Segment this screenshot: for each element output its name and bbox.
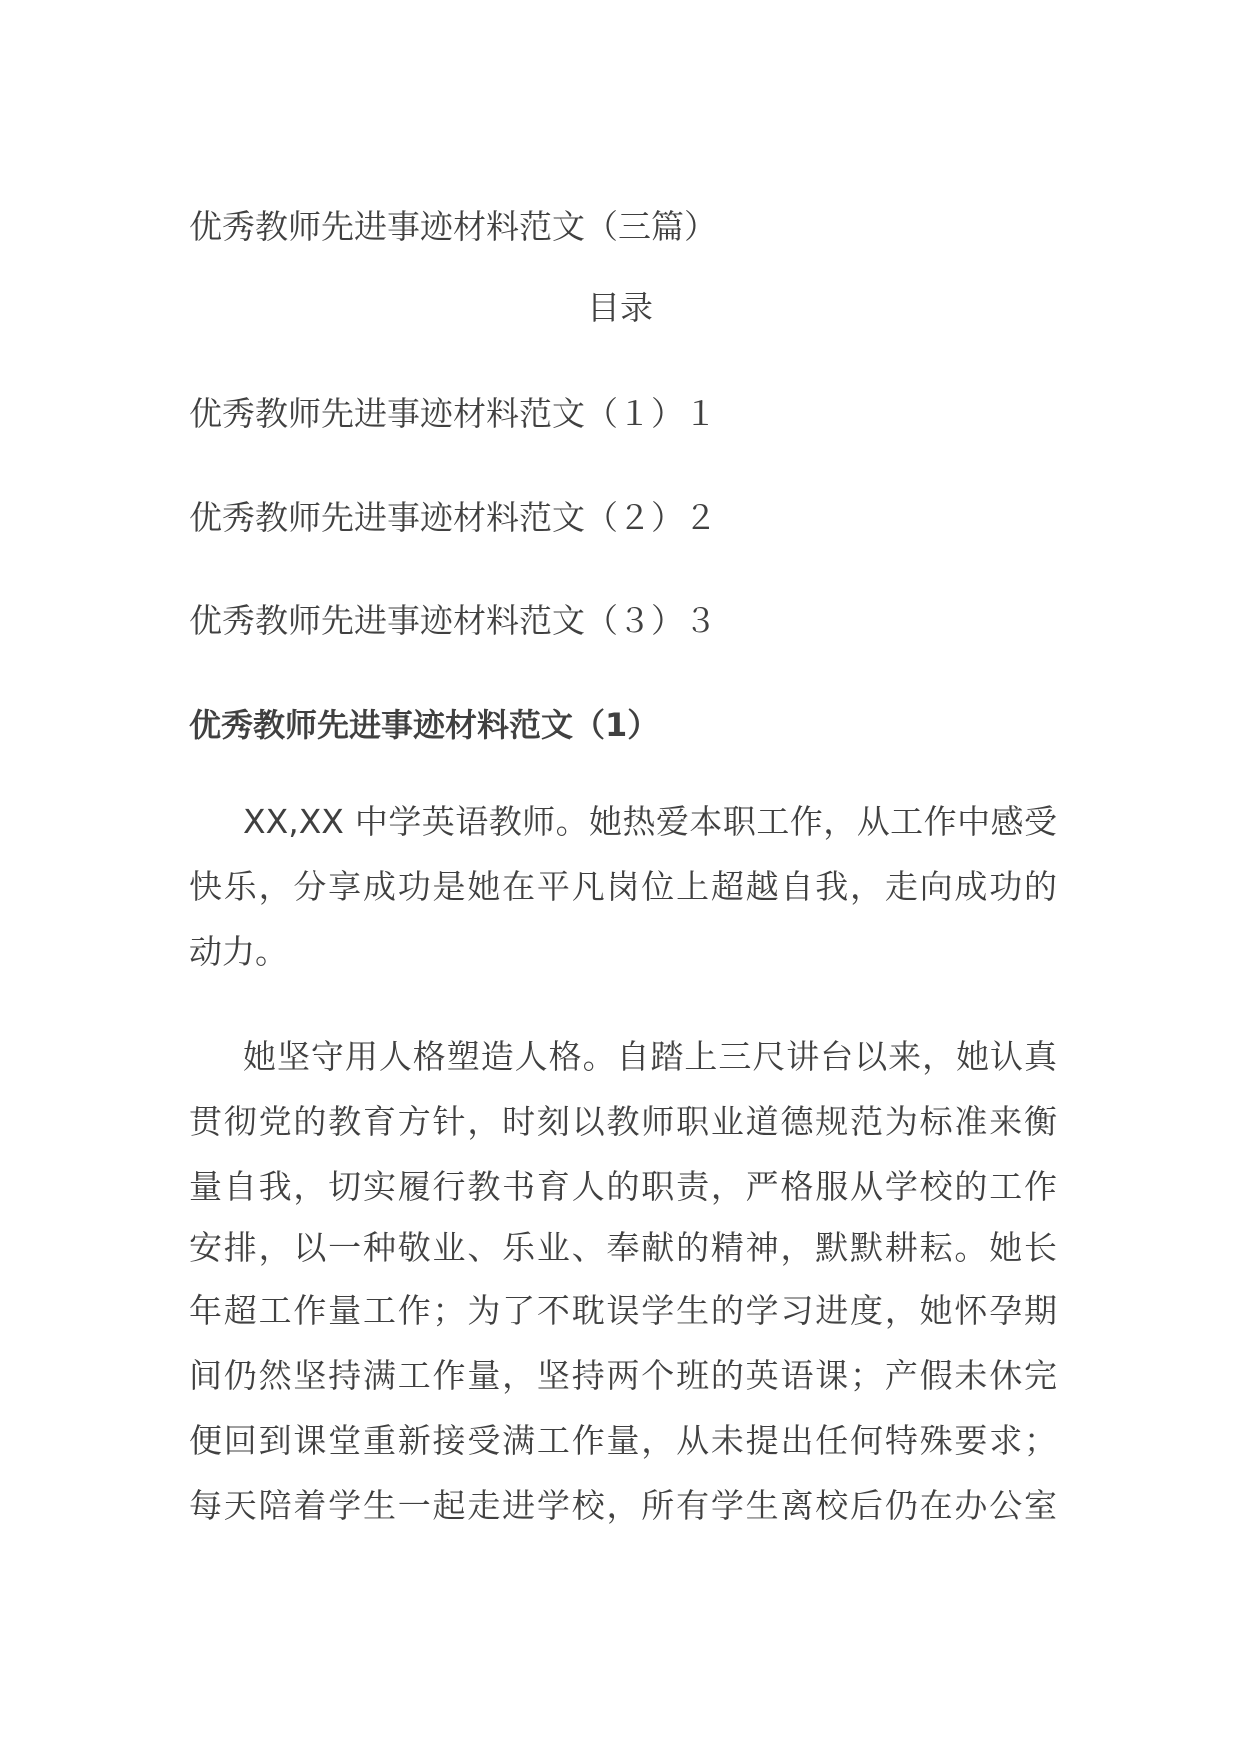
- paragraph-line: 每天陪着学生一起走进学校，所有学生离校后仍在办公室: [189, 1486, 1057, 1525]
- paragraph-line: 快乐，分享成功是她在平凡岗位上超越自我，走向成功的: [189, 867, 1057, 906]
- paragraph-line: 安排，以一种敬业、乐业、奉献的精神，默默耕耘。她长: [189, 1228, 1057, 1267]
- paragraph-line: 间仍然坚持满工作量，坚持两个班的英语课；产假未休完: [189, 1356, 1057, 1395]
- paragraph-line: 便回到课堂重新接受满工作量，从未提出任何特殊要求；: [189, 1421, 1057, 1460]
- paragraph-line: 贯彻党的教育方针，时刻以教师职业道德规范为标准来衡: [189, 1102, 1057, 1141]
- paragraph-line: 她坚守用人格塑造人格。自踏上三尺讲台以来，她认真: [243, 1037, 1057, 1076]
- toc-item-2[interactable]: 优秀教师先进事迹材料范文（２）２: [189, 498, 717, 537]
- toc-item-3[interactable]: 优秀教师先进事迹材料范文（３）３: [189, 601, 717, 640]
- toc-item-1[interactable]: 优秀教师先进事迹材料范文（１）１: [189, 394, 717, 433]
- document-title: 优秀教师先进事迹材料范文（三篇）: [189, 207, 717, 246]
- section-heading: 优秀教师先进事迹材料范文（1）: [189, 706, 660, 744]
- paragraph-line: 量自我，切实履行教书育人的职责，严格服从学校的工作: [189, 1167, 1057, 1206]
- paragraph-line: 动力。: [189, 932, 288, 971]
- paragraph-line: 年超工作量工作；为了不耽误学生的学习进度，她怀孕期: [189, 1291, 1057, 1330]
- paragraph-line: XX,XX 中学英语教师。她热爱本职工作，从工作中感受: [243, 802, 1057, 841]
- toc-heading: 目录: [587, 288, 653, 327]
